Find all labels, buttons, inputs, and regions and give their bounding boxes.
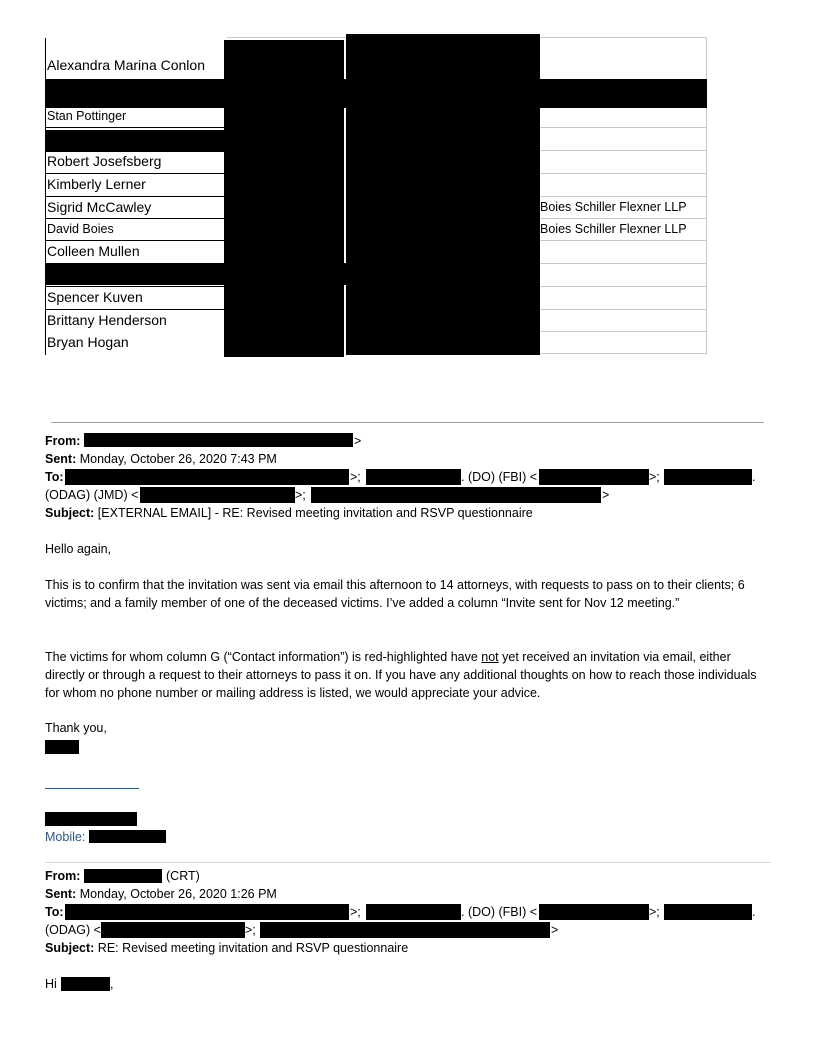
redaction-recipient <box>140 487 295 503</box>
row-divider <box>540 127 706 128</box>
email-separator <box>51 422 764 423</box>
sent-label: Sent: <box>45 887 77 901</box>
table-row-name: Colleen Mullen <box>47 243 140 259</box>
greeting: Hello again, <box>45 542 112 556</box>
to-label: To: <box>45 470 64 484</box>
from-tail: > <box>354 434 362 448</box>
redaction-signature <box>45 740 79 754</box>
to-separator: >; <box>350 905 361 919</box>
to-separator: . <box>752 905 756 919</box>
table-row-name: Alexandra Marina Conlon <box>47 57 205 73</box>
to-separator: >; <box>649 470 660 484</box>
from-label: From: <box>45 869 81 883</box>
subject-label: Subject: <box>45 506 95 520</box>
row-divider <box>540 309 706 310</box>
row-divider <box>45 127 225 128</box>
redaction-recipient <box>539 904 649 920</box>
redaction-recipient <box>664 904 752 920</box>
table-row-name: Robert Josefsberg <box>47 153 162 169</box>
to-agency: (ODAG) (JMD) < <box>45 488 139 502</box>
redaction-row <box>45 263 350 285</box>
subject-value: RE: Revised meeting invitation and RSVP questionnaire <box>97 941 409 955</box>
row-divider <box>540 196 706 197</box>
to-agency: . (DO) (FBI) < <box>461 470 538 484</box>
body-text: yet received an invitation via email, either directly or through a request to their attorneys to pass it on. If you have any additional thoughts on how to reach those individuals for whom no phone number or mailing address is listed, we would appreciate your advice. <box>45 650 757 700</box>
body-paragraph: This is to confirm that the invitation was sent via email this afternoon to 14 attorneys, with requests to pass on to their clients; 6 victims; and a family member of one of the deceased victims. I’ve added a column “Invite sent for Nov 12 meeting.” <box>45 578 745 610</box>
sent-value: Monday, October 26, 2020 1:26 PM <box>79 887 277 901</box>
greeting-comma: , <box>110 977 114 991</box>
subject-label: Subject: <box>45 941 95 955</box>
to-separator: >; <box>350 470 361 484</box>
redaction-recipient <box>366 904 461 920</box>
to-separator: >; <box>295 488 306 502</box>
to-separator: . <box>752 470 756 484</box>
row-divider <box>540 173 706 174</box>
row-divider <box>540 240 706 241</box>
to-label: To: <box>45 905 64 919</box>
to-agency: (ODAG) < <box>45 923 101 937</box>
signature-rule <box>45 788 139 789</box>
to-agency: . (DO) (FBI) < <box>461 905 538 919</box>
to-separator: >; <box>245 923 256 937</box>
table-row-name: Sigrid McCawley <box>47 199 152 215</box>
mobile-label: Mobile: <box>45 830 86 844</box>
row-divider <box>45 240 225 241</box>
row-divider <box>45 309 225 310</box>
redaction-phone <box>89 830 166 843</box>
redaction-signature <box>45 812 137 826</box>
from-label: From: <box>45 434 81 448</box>
redaction-sender <box>84 433 353 447</box>
body-paragraph <box>45 648 765 702</box>
body-text: The victims for whom column G (“Contact information”) is red-highlighted have <box>45 650 482 664</box>
redaction-recipient <box>311 487 601 503</box>
row-divider <box>540 263 706 264</box>
table-row-name: Brittany Henderson <box>47 312 167 328</box>
redaction-recipient <box>366 469 461 485</box>
row-divider <box>45 196 225 197</box>
row-divider <box>45 286 225 287</box>
redaction-name <box>61 977 110 991</box>
table-row-firm: Boies Schiller Flexner LLP <box>540 200 687 214</box>
redaction-recipient <box>65 469 349 485</box>
row-divider <box>540 150 706 151</box>
to-separator: > <box>602 488 610 502</box>
subject-value: [EXTERNAL EMAIL] - RE: Revised meeting invitation and RSVP questionnaire <box>97 506 533 520</box>
sent-label: Sent: <box>45 452 77 466</box>
table-row-name: Kimberly Lerner <box>47 176 146 192</box>
redaction-row <box>45 79 707 108</box>
table-row-name: David Boies <box>47 222 114 236</box>
redaction-recipient <box>101 922 245 938</box>
redaction-recipient <box>260 922 550 938</box>
table-row-name: Spencer Kuven <box>47 289 143 305</box>
table-row-name: Bryan Hogan <box>47 334 129 350</box>
redaction-recipient <box>539 469 649 485</box>
row-divider <box>540 331 706 332</box>
redaction-sender <box>84 869 162 883</box>
from-tail: (CRT) <box>166 869 200 883</box>
row-divider <box>45 218 225 219</box>
table-border-bottom <box>540 353 706 354</box>
signoff: Thank you, <box>45 721 107 735</box>
email-separator <box>45 862 771 863</box>
redaction-recipient <box>65 904 349 920</box>
greeting: Hi <box>45 977 57 991</box>
row-divider <box>540 286 706 287</box>
underlined-text: not <box>481 650 499 664</box>
row-divider <box>540 218 706 219</box>
row-divider <box>45 173 225 174</box>
redaction-row <box>45 130 225 152</box>
to-separator: >; <box>649 905 660 919</box>
table-row-name: Stan Pottinger <box>47 109 127 123</box>
to-separator: > <box>551 923 559 937</box>
redaction-recipient <box>664 469 752 485</box>
sent-value: Monday, October 26, 2020 7:43 PM <box>79 452 277 466</box>
table-row-firm: Boies Schiller Flexner LLP <box>540 222 687 236</box>
